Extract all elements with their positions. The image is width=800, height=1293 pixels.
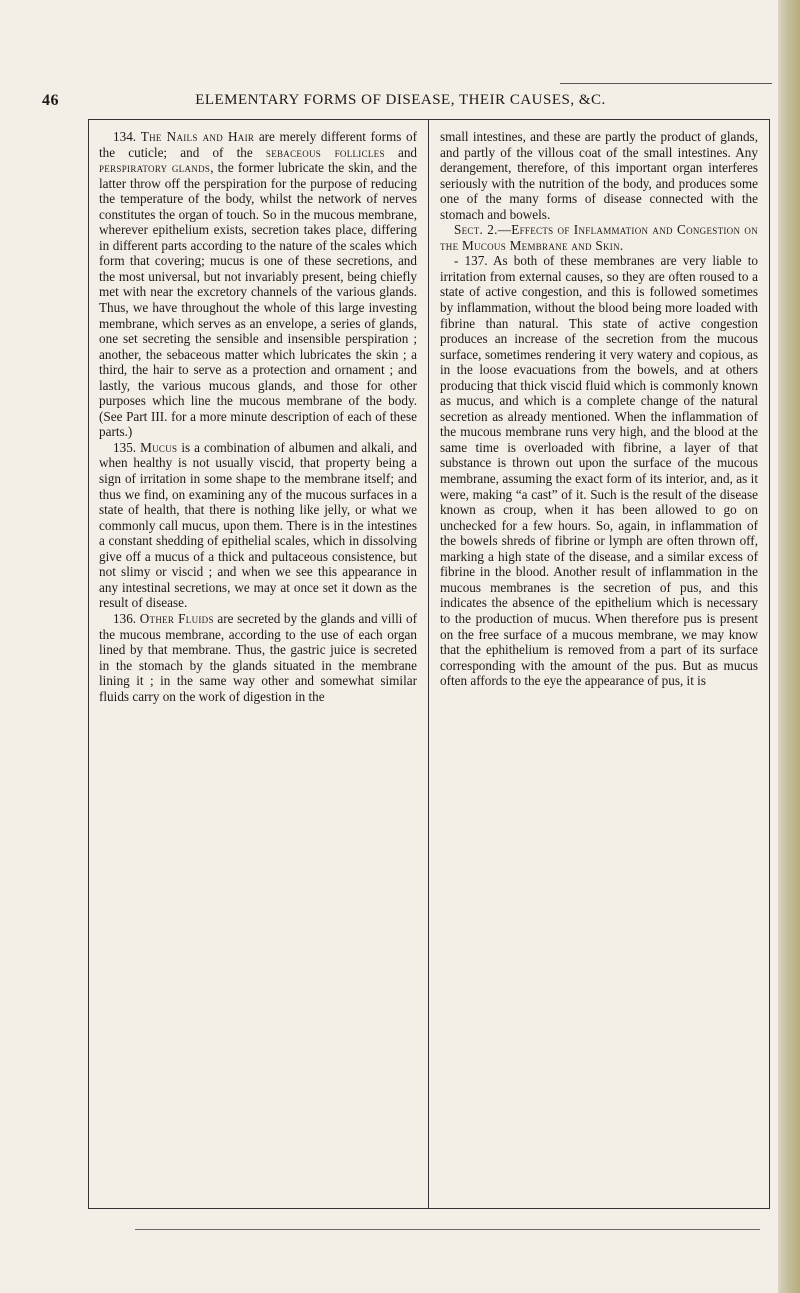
quoted-term: “a cast” [515, 486, 558, 502]
right-column [440, 129, 758, 689]
section-label: Sect. 2. [454, 222, 498, 238]
paragraph-heading: Other Fluids [139, 610, 214, 626]
text-frame [88, 119, 770, 1209]
paragraph-text: , the former lubricate the skin, and the latter throw off the perspiration for the purpose of reducing the temperature of the body, whilst the network of nerves constitutes the organ of touch. So in the mucous membrane, wherever epithelium exists, secretion takes place, differing in different parts according to the nature of the scales which form that covering; mucus is one of these secretions, and the most universal, but not invariably present, being chiefly met with near the excretory channels of the various glands. Thus, we have throughout the whole of this large investing membrane, which serves as an envelope, a series of glands, one set secreting the sensible and insensible perspiration ; another, the sebaceous matter which lubricates the skin ; a third, the hair to serve as a protection and ornament ; and lastly, the various mucous glands, and those for other purposes which line the mucous membrane of the body. (See Part III. for a more minute description of each of these parts.) [99, 160, 417, 440]
paragraph-text: of it. Such is the result of the disease known as croup, when it has been allowed to go on unchecked for a few hours. So, again, in inflammation of the bowels shreds of fibrine or lymph are often thrown off, marking a high state of the disease, and a similar excess of fibrine in the blood. Another result of inflammation in the mucous membranes is the secretion of pus, and this indicates the absence of the epithelium which is necessary to the production of mucus. When therefore pus is present on the free surface of a mucous membrane, we may know that the ephithelium is removed from a part of its surface corresponding with the amount of the pus. But as mucus often affords to the eye the appearance of pus, it is [440, 486, 759, 689]
page-number: 46 [42, 92, 59, 109]
paragraph-text: As both of these membranes are very liable to irritation from external causes, so they are often roused to a state of active congestion, and this is followed sometimes by inflammation, without the blood being more loaded with fibrine than natural. This state of active congestion produces an increase of the secretion from the mucous surface, sometimes rendering it very watery and copious, as in the loose evacuations from the bowels, and at others producing that thick viscid fluid which is commonly known as mucus, and which is a complete change of the natural secretion as already mentioned. When the inflammation of the mucous membrane runs very high, and the blood at the same time is overloaded with fibrine, a layer of that substance is thrown out upon the surface of the mucous membrane, assuming the exact form of its interior, and, as it were, making [440, 253, 758, 502]
term-sebaceous-follicles: sebaceous follicles [265, 144, 385, 160]
left-column [99, 129, 417, 704]
paragraph-text: is a combination of albumen and alkali, and when healthy is not usually viscid, that property being a sign of irritation in some shape to the membrane itself; and thus we find, on examining any of the mucous surfaces in a state of health, that there is nothing like jelly, or what we commonly call mucus, upon them. There is in the intestines a constant shedding of epithelial scales, which in dissolving give off a mucus of a thick and pultaceous consistence, but not slimy or viscid ; and when we see this appearance in any intestinal secretions, we may at once set it down as the result of disease. [99, 439, 418, 611]
paragraph-text: are merely different forms of the cuticle; and of the [99, 129, 418, 160]
paragraph-135 [99, 440, 417, 611]
paragraph-136 [99, 611, 417, 704]
paragraph-text: and [384, 144, 418, 160]
paragraph-number: 136. [113, 610, 137, 626]
top-rule [560, 83, 772, 84]
paragraph-137 [440, 253, 758, 688]
paragraph-number: 135. [113, 439, 137, 455]
paragraph-136-continued: small intestines, and these are partly the product of glands, and partly of the villous coat of the small intestines. Any derangement, therefore, of this important organ interferes seriously with the nutrition of the body, and produces some one of the many forms of disease connected with the stomach and bowels. [440, 129, 758, 222]
column-divider [428, 120, 429, 1208]
paragraph-heading: Mucus [140, 439, 178, 455]
page-edge-shadow [778, 0, 800, 1293]
bottom-rule [135, 1229, 760, 1230]
running-title: ELEMENTARY FORMS OF DISEASE, THEIR CAUSES, &C. [195, 92, 606, 108]
term-perspiratory-glands: perspiratory glands [99, 160, 211, 176]
section-title: —Effects of Inflammation and Congestion on the Mucous Membrane and Skin. [440, 222, 759, 253]
paragraph-number: - 137. [454, 253, 488, 269]
paragraph-text: are secreted by the glands and villi of the mucous membrane, according to the use of each organ lined by that membrane. Thus, the gastric juice is secreted in the stomach by the glands situated in the membrane lining it ; in the same way other and somewhat similar fluids carry on the work of digestion in the [99, 610, 418, 704]
paragraph-heading: The Nails and Hair [140, 129, 255, 144]
paragraph-number: 134. [113, 129, 137, 144]
page-header [38, 88, 763, 118]
section-heading [440, 222, 758, 253]
paragraph-134 [99, 129, 417, 440]
